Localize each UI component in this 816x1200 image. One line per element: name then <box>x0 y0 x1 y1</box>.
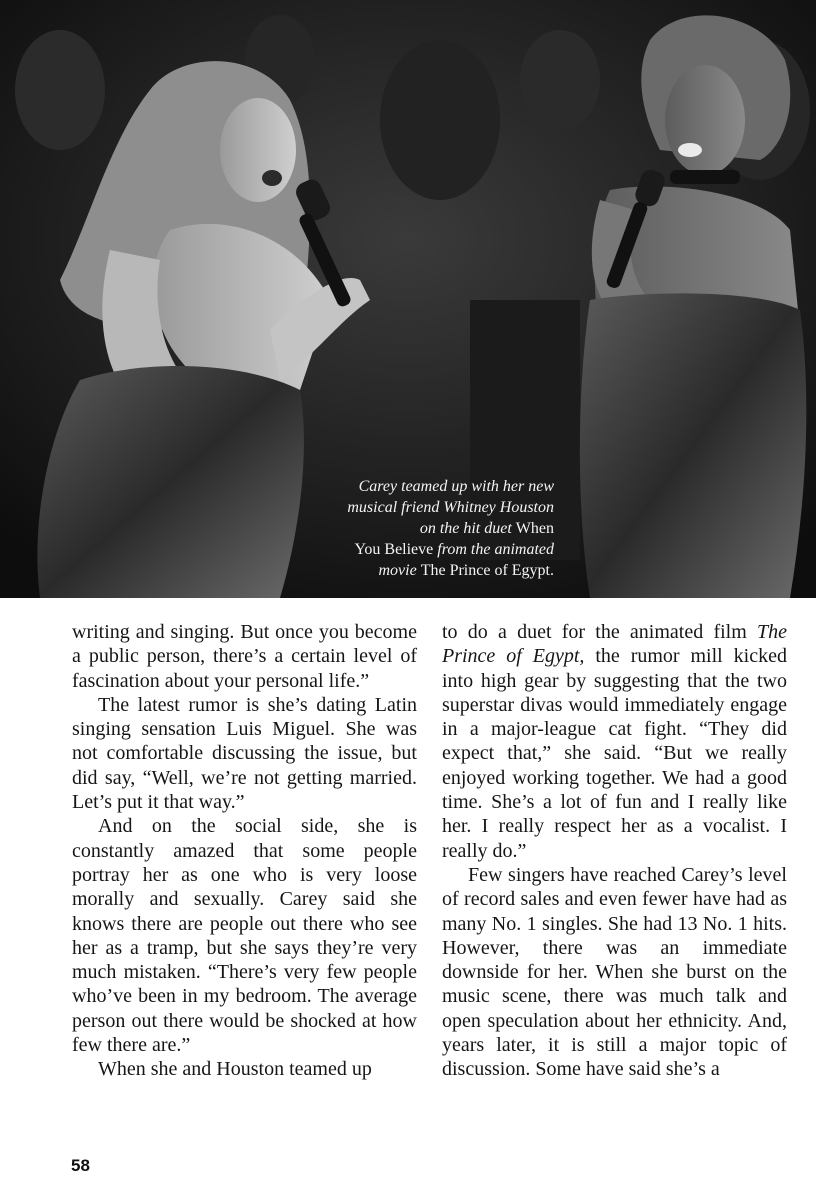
article-column-left <box>72 620 417 1082</box>
paragraph: When she and Houston teamed up <box>98 1058 372 1081</box>
caption-text: from the animated <box>437 541 554 558</box>
paragraph: The latest rumor is she’s dating Latin singing sensation Luis Miguel. She was not comfortable discussing the issue, but did say, “Well, we’re not getting married. Let’s put it that way.” <box>72 693 417 814</box>
caption-line <box>262 518 554 539</box>
paragraph: writing and singing. But once you become a public person, there’s a certain level of fascination about your personal life.” <box>72 621 417 692</box>
caption-title: The Prince of Egypt. <box>420 562 554 579</box>
paragraph-text: to do a duet for the animated film <box>442 621 757 643</box>
caption-title: You Believe <box>354 541 438 558</box>
caption-line <box>262 539 554 560</box>
caption-line: musical friend Whitney Houston <box>347 499 554 516</box>
caption-title: When <box>515 520 554 537</box>
film-title: The Prince of Egypt, <box>442 621 787 668</box>
caption-line: Carey teamed up with her new <box>358 478 554 495</box>
caption-text: movie <box>378 562 421 579</box>
paragraph-text: the rumor mill kicked into high gear by suggesting that the two superstar divas would immediately engage in a major-league cat fight. “They did expect that,” she said. “But we really enjoyed working together. We had a good time. She’s a lot of fun and I really like her. I really respect her as a vocalist. I really do.” <box>442 645 787 862</box>
page-number: 58 <box>71 1156 90 1175</box>
paragraph: And on the social side, she is constantly amazed that some people portray her as one who is very loose morally and sexually. Carey said she knows there are people out there who see her as a tramp, but she says they’re very much mistaken. “There’s very few people who’ve been in my bedroom. The average person out there would be shocked at how few there are.” <box>72 815 417 1057</box>
caption-text: on the hit duet <box>419 520 516 537</box>
photo-caption <box>262 476 554 581</box>
article-column-right <box>442 620 787 1082</box>
paragraph: Few singers have reached Carey’s level of record sales and even fewer have had as many No. 1 singles. She had 13 No. 1 hits. However, there was an immediate downside for her. When she burst on the music scene, there was much talk and open speculation about her ethnicity. And, years later, it is still a major topic of discussion. Some have said she’s a <box>442 863 787 1081</box>
concert-photo <box>0 0 816 598</box>
paragraph <box>442 620 787 863</box>
caption-line <box>262 560 554 581</box>
